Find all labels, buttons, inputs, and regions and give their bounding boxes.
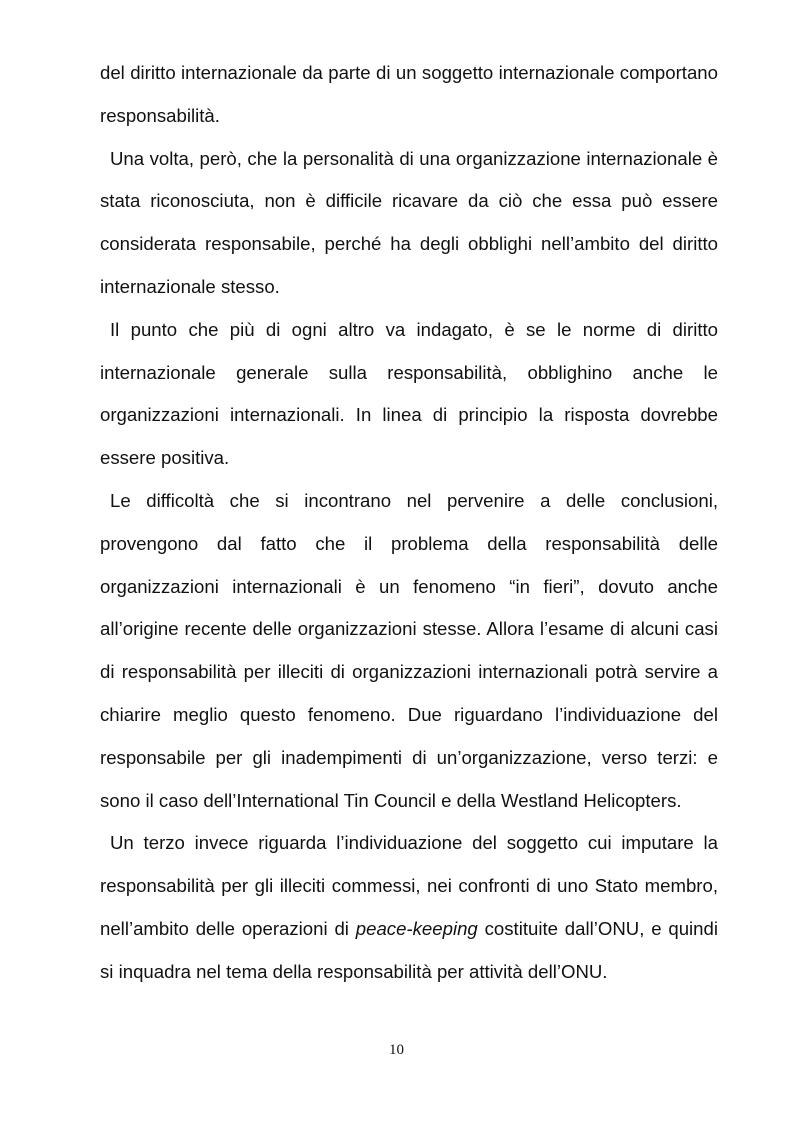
paragraph-4: Le difficoltà che si incontrano nel pervenire a delle conclusioni, provengono dal fatto che il problema della responsabilità delle organizzazioni internazionali è un fenomeno “in fieri”, dovuto anche all’origine recente delle organizzazioni stesse. Allora l’esame di alcuni casi di responsabilità per illeciti di organizzazioni internazionali potrà servire a chiarire meglio questo fenomeno. Due riguardano l’individuazione del responsabile per gli inadempimenti di un’organizzazione, verso terzi: e sono il caso dell’International Tin Council e della Westland Helicopters. — [100, 489, 718, 811]
paragraph-3: Il punto che più di ogni altro va indagato, è se le norme di diritto internazionale generale sulla responsabilità, obblighino anche le organizzazioni internazionali. In linea di principio la risposta dovrebbe essere positiva. — [100, 318, 718, 469]
paragraph-5 — [100, 822, 718, 993]
page-number: 10 — [389, 1042, 404, 1058]
body-text — [100, 52, 718, 994]
paragraph-5-italic-term: peace-keeping — [355, 917, 478, 939]
paragraph-1: del diritto internazionale da parte di un soggetto internazionale comportano responsabilità. — [100, 62, 718, 126]
paragraph-2: Una volta, però, che la personalità di una organizzazione internazionale è stata riconosciuta, non è difficile ricavare da ciò che essa può essere considerata responsabile, perché ha degli obblighi nell’ambito del diritto internazionale stesso. — [100, 147, 718, 297]
paragraph-5-text-after: costituite dall’ONU, e quindi si inquadra nel tema della responsabilità per attività dell’ONU. — [100, 917, 718, 982]
paragraph-5-text-before: Un terzo invece riguarda l’individuazione del soggetto cui imputare la responsabilità per gli illeciti commessi, nei confronti di uno Stato membro, nell’ambito delle operazioni di — [100, 832, 718, 939]
